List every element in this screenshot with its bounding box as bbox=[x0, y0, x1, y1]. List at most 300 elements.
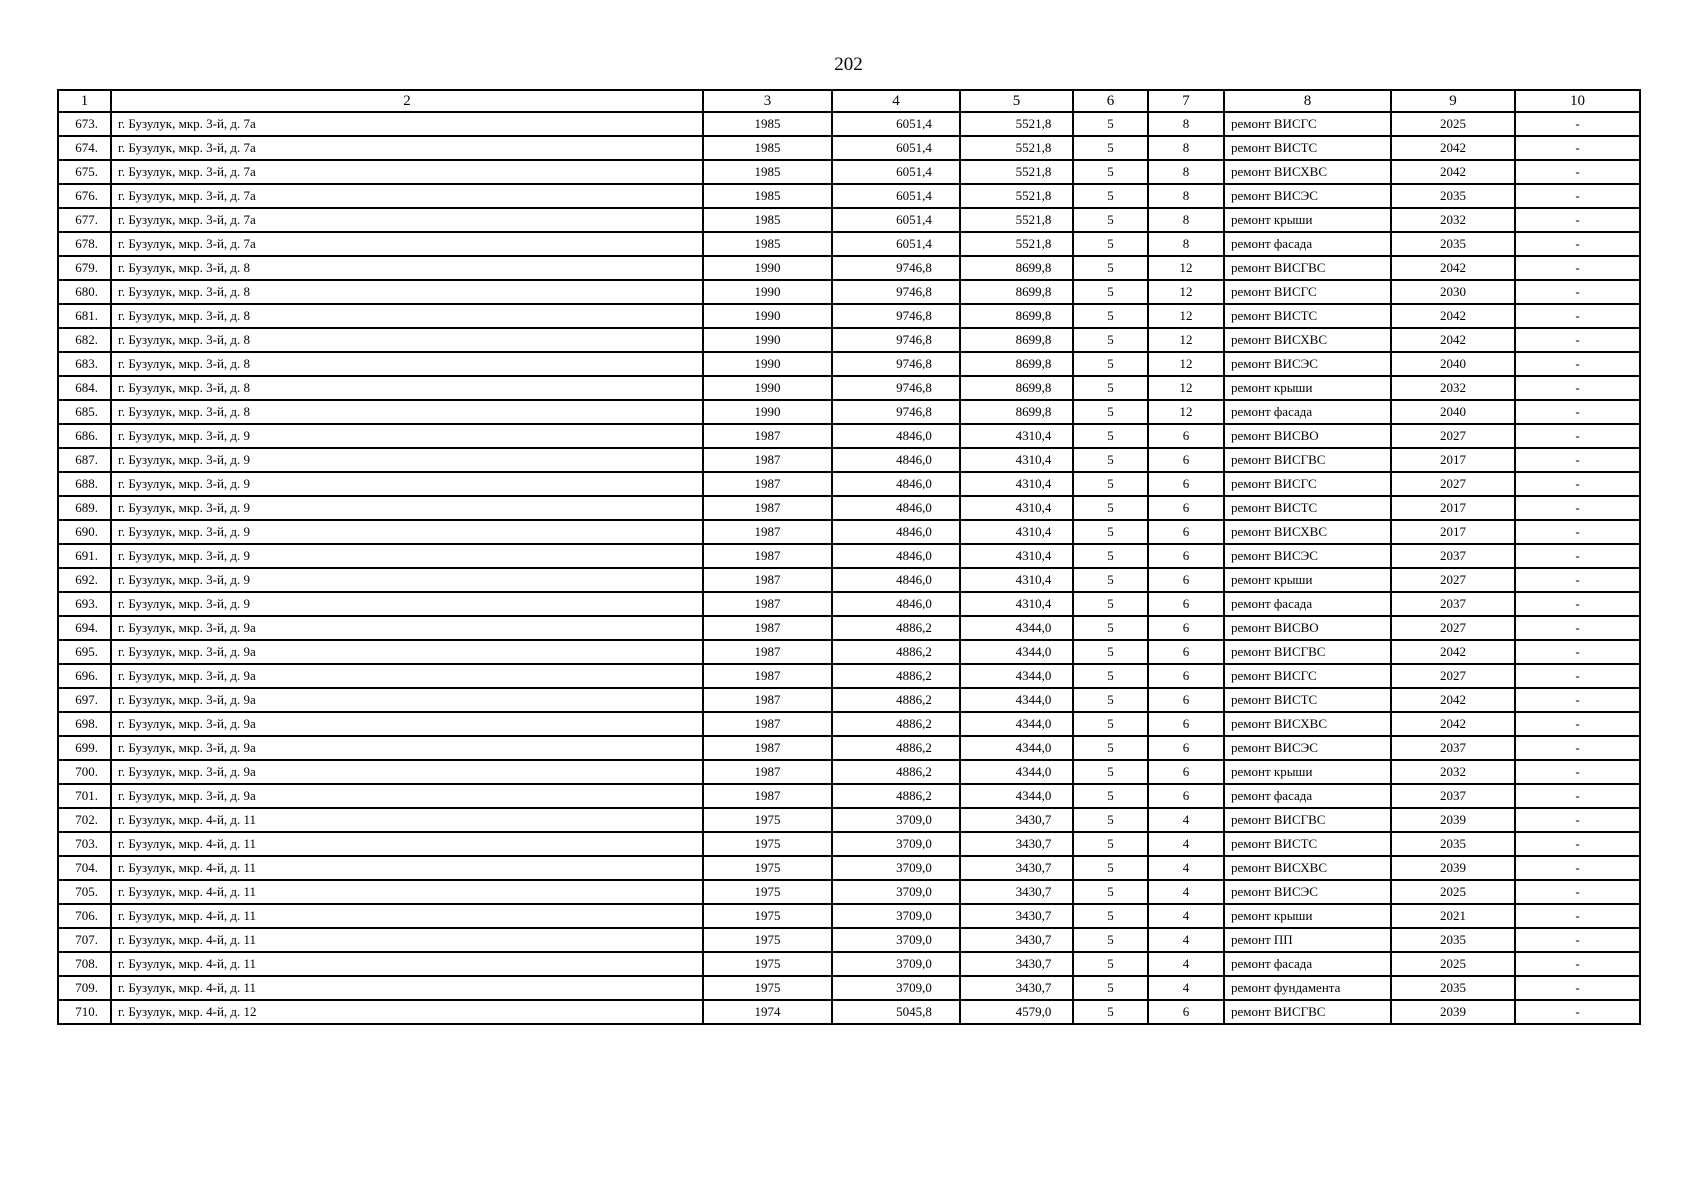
table-row bbox=[58, 496, 1640, 520]
work-type-cell: ремонт ВИСГВС bbox=[1224, 256, 1391, 280]
note-cell: - bbox=[1515, 160, 1640, 184]
year-built-cell: 1987 bbox=[703, 784, 832, 808]
row-number-cell: 680. bbox=[58, 280, 111, 304]
floors-cell: 5 bbox=[1073, 496, 1148, 520]
year-built-cell: 1987 bbox=[703, 520, 832, 544]
address-cell: г. Бузулук, мкр. 4-й, д. 11 bbox=[111, 880, 703, 904]
living-area-cell: 3430,7 bbox=[960, 904, 1073, 928]
entrances-cell: 4 bbox=[1148, 928, 1224, 952]
table-row bbox=[58, 952, 1640, 976]
entrances-cell: 6 bbox=[1148, 448, 1224, 472]
row-number-cell: 691. bbox=[58, 544, 111, 568]
planned-year-cell: 2021 bbox=[1391, 904, 1515, 928]
total-area-cell: 4886,2 bbox=[832, 736, 960, 760]
planned-year-cell: 2017 bbox=[1391, 520, 1515, 544]
address-cell: г. Бузулук, мкр. 3-й, д. 7а bbox=[111, 232, 703, 256]
address-cell: г. Бузулук, мкр. 4-й, д. 11 bbox=[111, 832, 703, 856]
entrances-cell: 6 bbox=[1148, 688, 1224, 712]
column-header: 1 bbox=[58, 90, 111, 112]
work-type-cell: ремонт ВИСВО bbox=[1224, 424, 1391, 448]
total-area-cell: 9746,8 bbox=[832, 328, 960, 352]
table-row bbox=[58, 472, 1640, 496]
planned-year-cell: 2039 bbox=[1391, 856, 1515, 880]
total-area-cell: 4846,0 bbox=[832, 448, 960, 472]
entrances-cell: 6 bbox=[1148, 544, 1224, 568]
living-area-cell: 3430,7 bbox=[960, 880, 1073, 904]
note-cell: - bbox=[1515, 304, 1640, 328]
total-area-cell: 4886,2 bbox=[832, 688, 960, 712]
year-built-cell: 1975 bbox=[703, 880, 832, 904]
address-cell: г. Бузулук, мкр. 3-й, д. 7а bbox=[111, 184, 703, 208]
year-built-cell: 1987 bbox=[703, 664, 832, 688]
address-cell: г. Бузулук, мкр. 3-й, д. 9а bbox=[111, 784, 703, 808]
address-cell: г. Бузулук, мкр. 4-й, д. 11 bbox=[111, 856, 703, 880]
planned-year-cell: 2027 bbox=[1391, 616, 1515, 640]
note-cell: - bbox=[1515, 688, 1640, 712]
note-cell: - bbox=[1515, 376, 1640, 400]
note-cell: - bbox=[1515, 808, 1640, 832]
living-area-cell: 4310,4 bbox=[960, 568, 1073, 592]
row-number-cell: 708. bbox=[58, 952, 111, 976]
total-area-cell: 4846,0 bbox=[832, 520, 960, 544]
note-cell: - bbox=[1515, 664, 1640, 688]
living-area-cell: 8699,8 bbox=[960, 376, 1073, 400]
total-area-cell: 4846,0 bbox=[832, 424, 960, 448]
planned-year-cell: 2017 bbox=[1391, 448, 1515, 472]
work-type-cell: ремонт фасада bbox=[1224, 592, 1391, 616]
year-built-cell: 1985 bbox=[703, 112, 832, 136]
row-number-cell: 681. bbox=[58, 304, 111, 328]
entrances-cell: 4 bbox=[1148, 976, 1224, 1000]
address-cell: г. Бузулук, мкр. 3-й, д. 9а bbox=[111, 616, 703, 640]
living-area-cell: 4344,0 bbox=[960, 640, 1073, 664]
table-row bbox=[58, 256, 1640, 280]
note-cell: - bbox=[1515, 616, 1640, 640]
column-header: 9 bbox=[1391, 90, 1515, 112]
year-built-cell: 1990 bbox=[703, 376, 832, 400]
address-cell: г. Бузулук, мкр. 4-й, д. 11 bbox=[111, 808, 703, 832]
total-area-cell: 4846,0 bbox=[832, 472, 960, 496]
living-area-cell: 4344,0 bbox=[960, 616, 1073, 640]
year-built-cell: 1975 bbox=[703, 952, 832, 976]
row-number-cell: 676. bbox=[58, 184, 111, 208]
entrances-cell: 6 bbox=[1148, 424, 1224, 448]
entrances-cell: 4 bbox=[1148, 880, 1224, 904]
planned-year-cell: 2035 bbox=[1391, 832, 1515, 856]
entrances-cell: 4 bbox=[1148, 904, 1224, 928]
living-area-cell: 8699,8 bbox=[960, 352, 1073, 376]
entrances-cell: 6 bbox=[1148, 640, 1224, 664]
row-number-cell: 675. bbox=[58, 160, 111, 184]
address-cell: г. Бузулук, мкр. 4-й, д. 11 bbox=[111, 952, 703, 976]
total-area-cell: 3709,0 bbox=[832, 904, 960, 928]
entrances-cell: 12 bbox=[1148, 256, 1224, 280]
floors-cell: 5 bbox=[1073, 328, 1148, 352]
column-header: 3 bbox=[703, 90, 832, 112]
row-number-cell: 702. bbox=[58, 808, 111, 832]
planned-year-cell: 2025 bbox=[1391, 880, 1515, 904]
work-type-cell: ремонт ВИСХВС bbox=[1224, 328, 1391, 352]
work-type-cell: ремонт ВИСЭС bbox=[1224, 184, 1391, 208]
address-cell: г. Бузулук, мкр. 3-й, д. 8 bbox=[111, 256, 703, 280]
work-type-cell: ремонт фундамента bbox=[1224, 976, 1391, 1000]
row-number-cell: 686. bbox=[58, 424, 111, 448]
year-built-cell: 1975 bbox=[703, 856, 832, 880]
table-row bbox=[58, 520, 1640, 544]
note-cell: - bbox=[1515, 592, 1640, 616]
table-row bbox=[58, 592, 1640, 616]
note-cell: - bbox=[1515, 208, 1640, 232]
planned-year-cell: 2042 bbox=[1391, 328, 1515, 352]
living-area-cell: 5521,8 bbox=[960, 232, 1073, 256]
row-number-cell: 695. bbox=[58, 640, 111, 664]
year-built-cell: 1975 bbox=[703, 832, 832, 856]
work-type-cell: ремонт ВИСГС bbox=[1224, 112, 1391, 136]
address-cell: г. Бузулук, мкр. 3-й, д. 9а bbox=[111, 736, 703, 760]
work-type-cell: ремонт крыши bbox=[1224, 208, 1391, 232]
address-cell: г. Бузулук, мкр. 3-й, д. 7а bbox=[111, 136, 703, 160]
floors-cell: 5 bbox=[1073, 712, 1148, 736]
work-type-cell: ремонт ВИСХВС bbox=[1224, 856, 1391, 880]
planned-year-cell: 2037 bbox=[1391, 736, 1515, 760]
note-cell: - bbox=[1515, 328, 1640, 352]
row-number-cell: 689. bbox=[58, 496, 111, 520]
living-area-cell: 8699,8 bbox=[960, 256, 1073, 280]
entrances-cell: 12 bbox=[1148, 328, 1224, 352]
address-cell: г. Бузулук, мкр. 3-й, д. 8 bbox=[111, 328, 703, 352]
planned-year-cell: 2042 bbox=[1391, 160, 1515, 184]
year-built-cell: 1974 bbox=[703, 1000, 832, 1024]
note-cell: - bbox=[1515, 568, 1640, 592]
row-number-cell: 694. bbox=[58, 616, 111, 640]
floors-cell: 5 bbox=[1073, 304, 1148, 328]
total-area-cell: 4886,2 bbox=[832, 712, 960, 736]
address-cell: г. Бузулук, мкр. 3-й, д. 7а bbox=[111, 160, 703, 184]
year-built-cell: 1985 bbox=[703, 208, 832, 232]
year-built-cell: 1987 bbox=[703, 712, 832, 736]
table-row bbox=[58, 688, 1640, 712]
floors-cell: 5 bbox=[1073, 136, 1148, 160]
total-area-cell: 4886,2 bbox=[832, 664, 960, 688]
work-type-cell: ремонт ВИСГВС bbox=[1224, 808, 1391, 832]
entrances-cell: 12 bbox=[1148, 400, 1224, 424]
entrances-cell: 6 bbox=[1148, 568, 1224, 592]
note-cell: - bbox=[1515, 976, 1640, 1000]
address-cell: г. Бузулук, мкр. 3-й, д. 7а bbox=[111, 112, 703, 136]
planned-year-cell: 2042 bbox=[1391, 304, 1515, 328]
address-cell: г. Бузулук, мкр. 3-й, д. 9 bbox=[111, 472, 703, 496]
row-number-cell: 710. bbox=[58, 1000, 111, 1024]
planned-year-cell: 2032 bbox=[1391, 208, 1515, 232]
work-type-cell: ремонт ВИСХВС bbox=[1224, 520, 1391, 544]
planned-year-cell: 2037 bbox=[1391, 544, 1515, 568]
note-cell: - bbox=[1515, 1000, 1640, 1024]
table-row bbox=[58, 160, 1640, 184]
work-type-cell: ремонт фасада bbox=[1224, 232, 1391, 256]
year-built-cell: 1990 bbox=[703, 280, 832, 304]
note-cell: - bbox=[1515, 736, 1640, 760]
row-number-cell: 703. bbox=[58, 832, 111, 856]
living-area-cell: 4310,4 bbox=[960, 544, 1073, 568]
floors-cell: 5 bbox=[1073, 880, 1148, 904]
address-cell: г. Бузулук, мкр. 3-й, д. 9 bbox=[111, 544, 703, 568]
page-number: 202 bbox=[834, 54, 863, 75]
living-area-cell: 4344,0 bbox=[960, 688, 1073, 712]
floors-cell: 5 bbox=[1073, 904, 1148, 928]
table-row bbox=[58, 616, 1640, 640]
address-cell: г. Бузулук, мкр. 4-й, д. 11 bbox=[111, 904, 703, 928]
repair-schedule-table bbox=[57, 89, 1641, 1025]
planned-year-cell: 2042 bbox=[1391, 688, 1515, 712]
note-cell: - bbox=[1515, 400, 1640, 424]
year-built-cell: 1985 bbox=[703, 160, 832, 184]
planned-year-cell: 2027 bbox=[1391, 664, 1515, 688]
work-type-cell: ремонт ВИСТС bbox=[1224, 688, 1391, 712]
row-number-cell: 693. bbox=[58, 592, 111, 616]
floors-cell: 5 bbox=[1073, 976, 1148, 1000]
row-number-cell: 678. bbox=[58, 232, 111, 256]
work-type-cell: ремонт ВИСХВС bbox=[1224, 712, 1391, 736]
entrances-cell: 6 bbox=[1148, 784, 1224, 808]
work-type-cell: ремонт крыши bbox=[1224, 376, 1391, 400]
year-built-cell: 1987 bbox=[703, 760, 832, 784]
living-area-cell: 4579,0 bbox=[960, 1000, 1073, 1024]
table-body bbox=[58, 112, 1640, 1024]
address-cell: г. Бузулук, мкр. 3-й, д. 8 bbox=[111, 352, 703, 376]
table-row bbox=[58, 736, 1640, 760]
note-cell: - bbox=[1515, 496, 1640, 520]
floors-cell: 5 bbox=[1073, 472, 1148, 496]
address-cell: г. Бузулук, мкр. 3-й, д. 8 bbox=[111, 304, 703, 328]
planned-year-cell: 2027 bbox=[1391, 472, 1515, 496]
year-built-cell: 1987 bbox=[703, 616, 832, 640]
planned-year-cell: 2042 bbox=[1391, 712, 1515, 736]
row-number-cell: 698. bbox=[58, 712, 111, 736]
column-header: 8 bbox=[1224, 90, 1391, 112]
total-area-cell: 3709,0 bbox=[832, 952, 960, 976]
living-area-cell: 4310,4 bbox=[960, 520, 1073, 544]
work-type-cell: ремонт ВИСЭС bbox=[1224, 880, 1391, 904]
row-number-cell: 685. bbox=[58, 400, 111, 424]
total-area-cell: 4846,0 bbox=[832, 544, 960, 568]
note-cell: - bbox=[1515, 136, 1640, 160]
year-built-cell: 1975 bbox=[703, 976, 832, 1000]
row-number-cell: 706. bbox=[58, 904, 111, 928]
table-row bbox=[58, 208, 1640, 232]
floors-cell: 5 bbox=[1073, 280, 1148, 304]
total-area-cell: 3709,0 bbox=[832, 928, 960, 952]
work-type-cell: ремонт ВИСГС bbox=[1224, 280, 1391, 304]
living-area-cell: 3430,7 bbox=[960, 856, 1073, 880]
floors-cell: 5 bbox=[1073, 808, 1148, 832]
note-cell: - bbox=[1515, 712, 1640, 736]
living-area-cell: 5521,8 bbox=[960, 112, 1073, 136]
row-number-cell: 673. bbox=[58, 112, 111, 136]
table-row bbox=[58, 976, 1640, 1000]
floors-cell: 5 bbox=[1073, 520, 1148, 544]
note-cell: - bbox=[1515, 184, 1640, 208]
entrances-cell: 6 bbox=[1148, 760, 1224, 784]
row-number-cell: 687. bbox=[58, 448, 111, 472]
column-header: 5 bbox=[960, 90, 1073, 112]
total-area-cell: 6051,4 bbox=[832, 184, 960, 208]
address-cell: г. Бузулук, мкр. 3-й, д. 9 bbox=[111, 568, 703, 592]
floors-cell: 5 bbox=[1073, 1000, 1148, 1024]
note-cell: - bbox=[1515, 256, 1640, 280]
total-area-cell: 3709,0 bbox=[832, 832, 960, 856]
address-cell: г. Бузулук, мкр. 3-й, д. 9 bbox=[111, 448, 703, 472]
floors-cell: 5 bbox=[1073, 784, 1148, 808]
note-cell: - bbox=[1515, 520, 1640, 544]
table-row bbox=[58, 760, 1640, 784]
row-number-cell: 677. bbox=[58, 208, 111, 232]
living-area-cell: 3430,7 bbox=[960, 928, 1073, 952]
table-row bbox=[58, 328, 1640, 352]
work-type-cell: ремонт ВИСЭС bbox=[1224, 544, 1391, 568]
row-number-cell: 700. bbox=[58, 760, 111, 784]
year-built-cell: 1987 bbox=[703, 568, 832, 592]
total-area-cell: 4846,0 bbox=[832, 592, 960, 616]
note-cell: - bbox=[1515, 784, 1640, 808]
address-cell: г. Бузулук, мкр. 4-й, д. 11 bbox=[111, 928, 703, 952]
note-cell: - bbox=[1515, 112, 1640, 136]
table-row bbox=[58, 568, 1640, 592]
floors-cell: 5 bbox=[1073, 760, 1148, 784]
planned-year-cell: 2027 bbox=[1391, 568, 1515, 592]
row-number-cell: 692. bbox=[58, 568, 111, 592]
table-row bbox=[58, 928, 1640, 952]
total-area-cell: 9746,8 bbox=[832, 304, 960, 328]
table-row bbox=[58, 712, 1640, 736]
address-cell: г. Бузулук, мкр. 3-й, д. 9а bbox=[111, 712, 703, 736]
table-row bbox=[58, 376, 1640, 400]
planned-year-cell: 2042 bbox=[1391, 640, 1515, 664]
planned-year-cell: 2039 bbox=[1391, 808, 1515, 832]
living-area-cell: 3430,7 bbox=[960, 976, 1073, 1000]
work-type-cell: ремонт ВИСТС bbox=[1224, 832, 1391, 856]
row-number-cell: 699. bbox=[58, 736, 111, 760]
note-cell: - bbox=[1515, 952, 1640, 976]
year-built-cell: 1990 bbox=[703, 256, 832, 280]
total-area-cell: 6051,4 bbox=[832, 232, 960, 256]
entrances-cell: 6 bbox=[1148, 616, 1224, 640]
living-area-cell: 5521,8 bbox=[960, 136, 1073, 160]
entrances-cell: 4 bbox=[1148, 952, 1224, 976]
table-row bbox=[58, 808, 1640, 832]
total-area-cell: 6051,4 bbox=[832, 160, 960, 184]
floors-cell: 5 bbox=[1073, 160, 1148, 184]
planned-year-cell: 2040 bbox=[1391, 400, 1515, 424]
floors-cell: 5 bbox=[1073, 664, 1148, 688]
planned-year-cell: 2027 bbox=[1391, 424, 1515, 448]
work-type-cell: ремонт крыши bbox=[1224, 568, 1391, 592]
work-type-cell: ремонт крыши bbox=[1224, 760, 1391, 784]
floors-cell: 5 bbox=[1073, 400, 1148, 424]
work-type-cell: ремонт фасада bbox=[1224, 400, 1391, 424]
year-built-cell: 1985 bbox=[703, 184, 832, 208]
living-area-cell: 4310,4 bbox=[960, 448, 1073, 472]
year-built-cell: 1990 bbox=[703, 304, 832, 328]
planned-year-cell: 2030 bbox=[1391, 280, 1515, 304]
row-number-cell: 684. bbox=[58, 376, 111, 400]
living-area-cell: 4344,0 bbox=[960, 760, 1073, 784]
floors-cell: 5 bbox=[1073, 616, 1148, 640]
living-area-cell: 4344,0 bbox=[960, 736, 1073, 760]
address-cell: г. Бузулук, мкр. 3-й, д. 9 bbox=[111, 424, 703, 448]
work-type-cell: ремонт ПП bbox=[1224, 928, 1391, 952]
floors-cell: 5 bbox=[1073, 424, 1148, 448]
planned-year-cell: 2025 bbox=[1391, 952, 1515, 976]
floors-cell: 5 bbox=[1073, 640, 1148, 664]
floors-cell: 5 bbox=[1073, 376, 1148, 400]
work-type-cell: ремонт крыши bbox=[1224, 904, 1391, 928]
work-type-cell: ремонт фасада bbox=[1224, 784, 1391, 808]
row-number-cell: 682. bbox=[58, 328, 111, 352]
total-area-cell: 3709,0 bbox=[832, 976, 960, 1000]
entrances-cell: 8 bbox=[1148, 160, 1224, 184]
year-built-cell: 1990 bbox=[703, 400, 832, 424]
planned-year-cell: 2017 bbox=[1391, 496, 1515, 520]
floors-cell: 5 bbox=[1073, 352, 1148, 376]
entrances-cell: 8 bbox=[1148, 184, 1224, 208]
year-built-cell: 1987 bbox=[703, 736, 832, 760]
entrances-cell: 8 bbox=[1148, 208, 1224, 232]
entrances-cell: 12 bbox=[1148, 304, 1224, 328]
floors-cell: 5 bbox=[1073, 856, 1148, 880]
living-area-cell: 4344,0 bbox=[960, 712, 1073, 736]
row-number-cell: 690. bbox=[58, 520, 111, 544]
note-cell: - bbox=[1515, 880, 1640, 904]
work-type-cell: ремонт ВИСТС bbox=[1224, 136, 1391, 160]
column-header: 2 bbox=[111, 90, 703, 112]
note-cell: - bbox=[1515, 424, 1640, 448]
entrances-cell: 6 bbox=[1148, 472, 1224, 496]
work-type-cell: ремонт ВИСХВС bbox=[1224, 160, 1391, 184]
year-built-cell: 1990 bbox=[703, 328, 832, 352]
year-built-cell: 1987 bbox=[703, 592, 832, 616]
column-header: 7 bbox=[1148, 90, 1224, 112]
entrances-cell: 6 bbox=[1148, 664, 1224, 688]
floors-cell: 5 bbox=[1073, 832, 1148, 856]
table-row bbox=[58, 424, 1640, 448]
living-area-cell: 4344,0 bbox=[960, 784, 1073, 808]
total-area-cell: 4886,2 bbox=[832, 640, 960, 664]
year-built-cell: 1987 bbox=[703, 688, 832, 712]
note-cell: - bbox=[1515, 232, 1640, 256]
year-built-cell: 1987 bbox=[703, 472, 832, 496]
total-area-cell: 3709,0 bbox=[832, 880, 960, 904]
floors-cell: 5 bbox=[1073, 736, 1148, 760]
living-area-cell: 5521,8 bbox=[960, 208, 1073, 232]
table-row bbox=[58, 112, 1640, 136]
planned-year-cell: 2035 bbox=[1391, 232, 1515, 256]
note-cell: - bbox=[1515, 280, 1640, 304]
year-built-cell: 1985 bbox=[703, 136, 832, 160]
total-area-cell: 4886,2 bbox=[832, 616, 960, 640]
total-area-cell: 4846,0 bbox=[832, 496, 960, 520]
planned-year-cell: 2025 bbox=[1391, 112, 1515, 136]
year-built-cell: 1985 bbox=[703, 232, 832, 256]
address-cell: г. Бузулук, мкр. 3-й, д. 9 bbox=[111, 592, 703, 616]
living-area-cell: 4310,4 bbox=[960, 592, 1073, 616]
floors-cell: 5 bbox=[1073, 568, 1148, 592]
living-area-cell: 5521,8 bbox=[960, 184, 1073, 208]
entrances-cell: 12 bbox=[1148, 352, 1224, 376]
row-number-cell: 688. bbox=[58, 472, 111, 496]
work-type-cell: ремонт ВИСТС bbox=[1224, 304, 1391, 328]
row-number-cell: 674. bbox=[58, 136, 111, 160]
entrances-cell: 6 bbox=[1148, 496, 1224, 520]
